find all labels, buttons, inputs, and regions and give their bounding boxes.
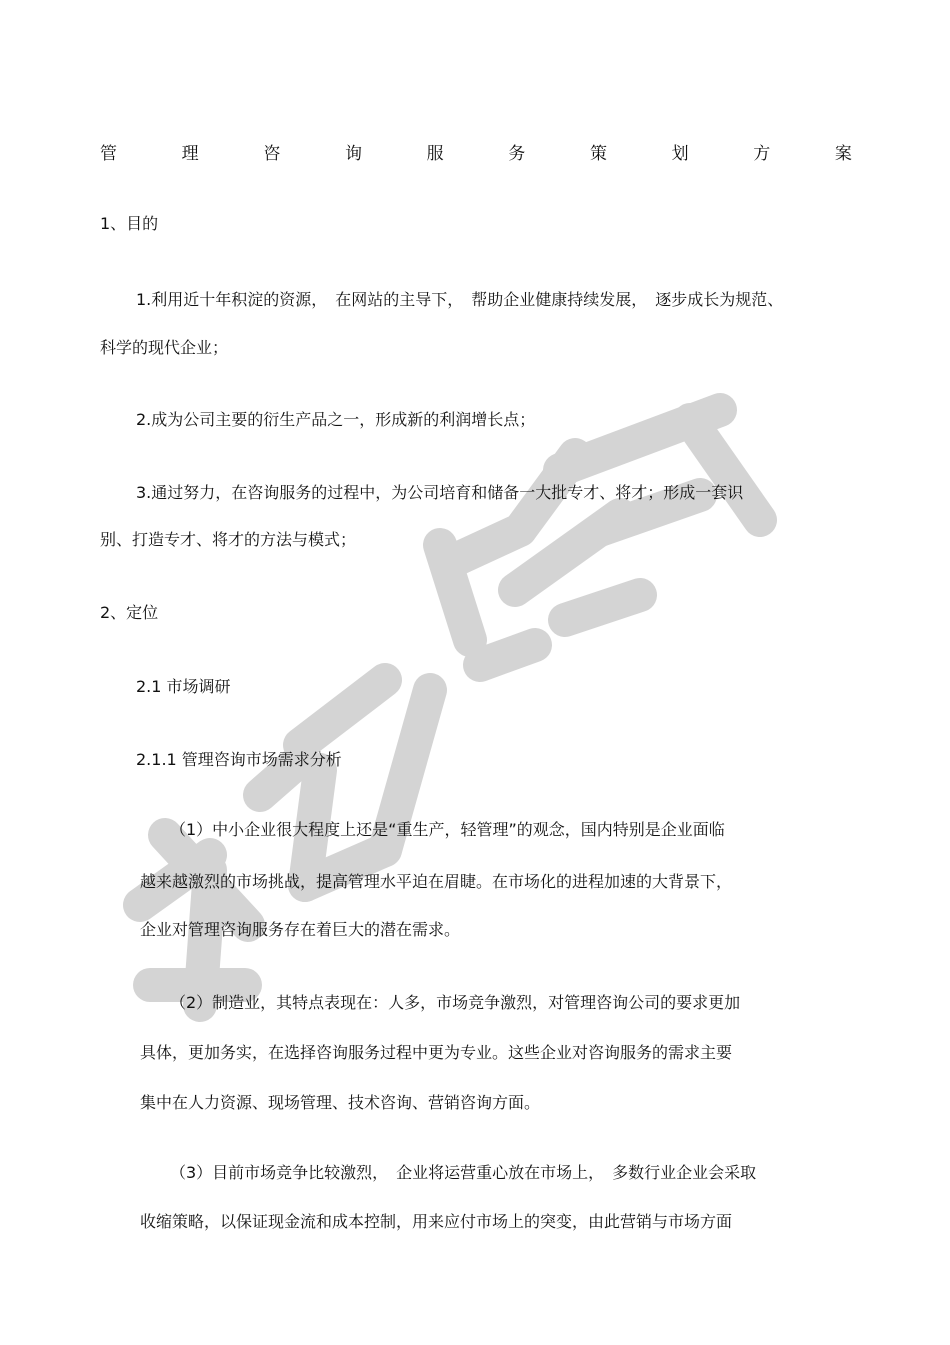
title-char: 务: [508, 144, 526, 164]
paragraph-line: 2.成为公司主要的衍生产品之一，形成新的利润增长点；: [136, 410, 536, 429]
paragraph-line: （3）目前市场竞争比较激烈， 企业将运营重心放在市场上， 多数行业企业会采取: [170, 1163, 757, 1182]
paragraph-line: 别、打造专才、将才的方法与模式；: [100, 530, 357, 549]
paragraph-line: （1）中小企业很大程度上还是“重生产，轻管理”的观念，国内特别是企业面临: [170, 820, 725, 839]
paragraph-line: （2）制造业，其特点表现在：人多，市场竞争激烈，对管理咨询公司的要求更加: [170, 993, 741, 1012]
paragraph-line: 具体，更加务实，在选择咨询服务过程中更为专业。这些企业对咨询服务的需求主要: [140, 1043, 733, 1062]
paragraph-line: 3.通过努力，在咨询服务的过程中，为公司培育和储备一大批专才、将才；形成一套识: [136, 483, 744, 502]
title-char: 管: [100, 144, 117, 164]
title-char: 方: [753, 144, 771, 164]
subsection-heading: 2.1.1 管理咨询市场需求分析: [136, 750, 342, 769]
paragraph-line: 科学的现代企业；: [100, 338, 229, 357]
title-char: 服: [426, 144, 444, 164]
paragraph-line: 企业对管理咨询服务存在着巨大的潜在需求。: [140, 920, 461, 939]
section-heading-positioning: 2、定位: [100, 603, 159, 622]
title-char: 咨: [263, 144, 281, 164]
paragraph-line: 1.利用近十年积淀的资源， 在网站的主导下， 帮助企业健康持续发展， 逐步成长为规范、: [136, 290, 784, 309]
paragraph-line: 收缩策略，以保证现金流和成本控制，用来应付市场上的突变，由此营销与市场方面: [140, 1212, 733, 1231]
title-char: 询: [344, 144, 362, 164]
title-char: 案: [834, 144, 852, 164]
section-heading-purpose: 1、目的: [100, 214, 159, 233]
subsection-heading: 2.1 市场调研: [136, 677, 231, 696]
title-char: 策: [589, 144, 607, 164]
title-char: 划: [671, 144, 689, 164]
document-title: [100, 140, 852, 168]
title-char: 理: [181, 144, 199, 164]
paragraph-line: 越来越激烈的市场挑战，提高管理水平迫在眉睫。在市场化的进程加速的大背景下，: [140, 872, 733, 891]
paragraph-line: 集中在人力资源、现场管理、技术咨询、营销咨询方面。: [140, 1093, 541, 1112]
